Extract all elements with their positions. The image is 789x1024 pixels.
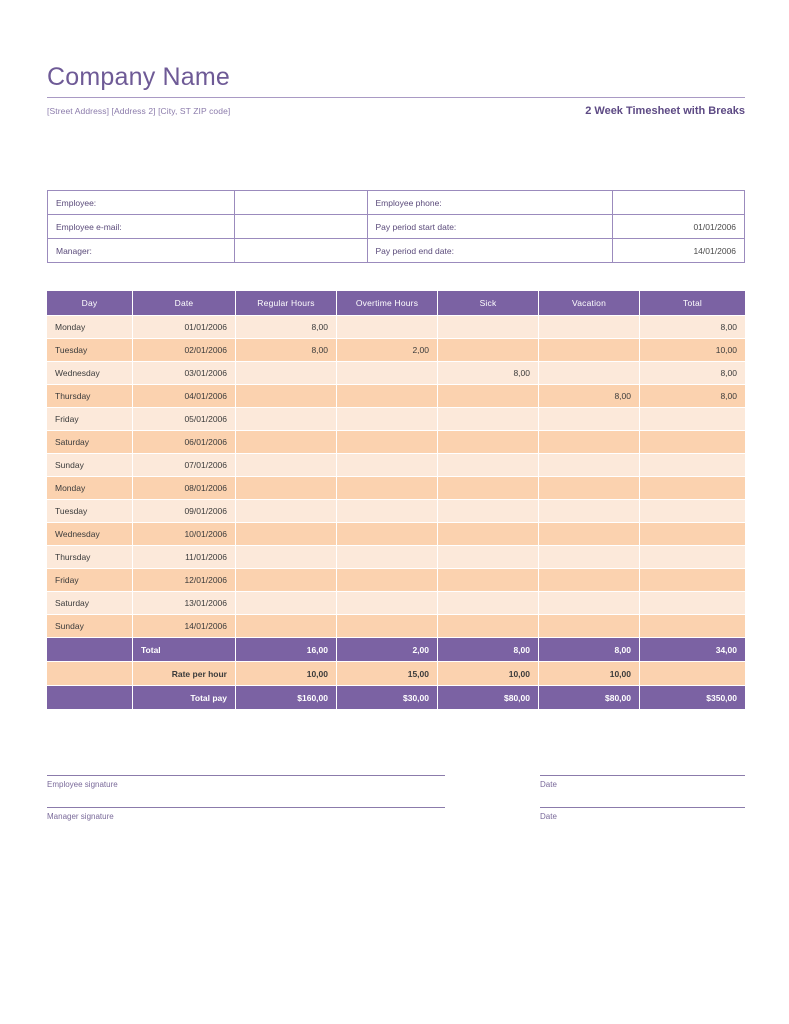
summary-total-pay-total: $350,00 <box>640 686 745 709</box>
cell-regular-hours[interactable] <box>236 500 337 522</box>
summary-total-total: 34,00 <box>640 638 745 661</box>
cell-regular-hours[interactable] <box>236 408 337 430</box>
cell-sick[interactable] <box>438 408 539 430</box>
cell-total[interactable]: 8,00 <box>640 362 745 384</box>
cell-overtime-hours[interactable] <box>337 500 438 522</box>
cell-day: Monday <box>47 316 133 338</box>
cell-overtime-hours[interactable] <box>337 615 438 637</box>
summary-rate-regular[interactable]: 10,00 <box>236 662 337 685</box>
summary-total-overtime: 2,00 <box>337 638 438 661</box>
cell-regular-hours[interactable] <box>236 477 337 499</box>
column-header-total: Total <box>640 291 745 315</box>
cell-day: Wednesday <box>47 523 133 545</box>
summary-total-pay-spacer <box>47 686 133 709</box>
employee-value[interactable] <box>235 191 368 215</box>
cell-date: 13/01/2006 <box>133 592 236 614</box>
manager-label: Manager: <box>48 239 235 263</box>
signature-section <box>47 775 745 821</box>
cell-day: Tuesday <box>47 500 133 522</box>
cell-vacation[interactable] <box>539 592 640 614</box>
cell-date: 04/01/2006 <box>133 385 236 407</box>
cell-regular-hours[interactable] <box>236 546 337 568</box>
summary-total-pay-overtime: $30,00 <box>337 686 438 709</box>
cell-regular-hours[interactable] <box>236 615 337 637</box>
cell-overtime-hours[interactable] <box>337 569 438 591</box>
cell-vacation[interactable] <box>539 569 640 591</box>
summary-row-total <box>47 638 745 661</box>
cell-vacation[interactable] <box>539 615 640 637</box>
document-title: 2 Week Timesheet with Breaks <box>585 105 745 117</box>
cell-sick[interactable] <box>438 500 539 522</box>
table-row <box>47 431 745 453</box>
cell-overtime-hours[interactable] <box>337 592 438 614</box>
cell-vacation[interactable]: 8,00 <box>539 385 640 407</box>
table-row <box>47 546 745 568</box>
cell-sick[interactable] <box>438 592 539 614</box>
cell-total[interactable]: 10,00 <box>640 339 745 361</box>
employee-date-label: Date <box>540 780 557 789</box>
cell-day: Tuesday <box>47 339 133 361</box>
summary-rate-spacer <box>47 662 133 685</box>
cell-regular-hours[interactable]: 8,00 <box>236 316 337 338</box>
cell-day: Wednesday <box>47 362 133 384</box>
cell-vacation[interactable] <box>539 454 640 476</box>
employee-info-box <box>47 190 745 263</box>
cell-day: Friday <box>47 569 133 591</box>
employee-phone-label: Employee phone: <box>367 191 612 215</box>
cell-date: 02/01/2006 <box>133 339 236 361</box>
cell-overtime-hours[interactable]: 2,00 <box>337 339 438 361</box>
cell-overtime-hours[interactable] <box>337 316 438 338</box>
table-row <box>47 569 745 591</box>
summary-rate-total <box>640 662 745 685</box>
cell-total[interactable] <box>640 615 745 637</box>
column-header-date: Date <box>133 291 236 315</box>
company-name: Company Name <box>47 63 231 91</box>
cell-date: 07/01/2006 <box>133 454 236 476</box>
column-header-vacation: Vacation <box>539 291 640 315</box>
column-header-day: Day <box>47 291 133 315</box>
cell-sick[interactable] <box>438 316 539 338</box>
summary-total-spacer <box>47 638 133 661</box>
cell-vacation[interactable] <box>539 431 640 453</box>
cell-overtime-hours[interactable] <box>337 523 438 545</box>
cell-overtime-hours[interactable] <box>337 546 438 568</box>
summary-total-label: Total <box>133 638 236 661</box>
cell-total[interactable] <box>640 569 745 591</box>
employee-date-line <box>540 775 745 776</box>
cell-total[interactable] <box>640 408 745 430</box>
cell-day: Saturday <box>47 431 133 453</box>
summary-total-pay-vacation: $80,00 <box>539 686 640 709</box>
manager-signature-line <box>47 807 445 808</box>
company-address: [Street Address] [Address 2] [City, ST ZIP code] <box>47 106 231 116</box>
cell-date: 01/01/2006 <box>133 316 236 338</box>
cell-sick[interactable] <box>438 523 539 545</box>
table-row <box>47 385 745 407</box>
manager-signature-block[interactable] <box>47 807 445 821</box>
employee-signature-label: Employee signature <box>47 780 118 789</box>
employee-phone-value[interactable] <box>612 191 745 215</box>
column-header-sick: Sick <box>438 291 539 315</box>
cell-vacation[interactable] <box>539 500 640 522</box>
cell-overtime-hours[interactable] <box>337 385 438 407</box>
cell-date: 11/01/2006 <box>133 546 236 568</box>
summary-rate-sick[interactable]: 10,00 <box>438 662 539 685</box>
cell-sick[interactable] <box>438 454 539 476</box>
table-row <box>47 362 745 384</box>
cell-sick[interactable] <box>438 615 539 637</box>
info-row-employee <box>48 191 745 215</box>
cell-regular-hours[interactable] <box>236 569 337 591</box>
manager-value[interactable] <box>235 239 368 263</box>
summary-rate-label: Rate per hour <box>133 662 236 685</box>
employee-signature-block[interactable] <box>47 775 445 789</box>
pay-period-start-value[interactable]: 01/01/2006 <box>612 215 745 239</box>
cell-sick[interactable] <box>438 546 539 568</box>
header-divider <box>47 97 745 98</box>
cell-total[interactable]: 8,00 <box>640 316 745 338</box>
employee-label: Employee: <box>48 191 235 215</box>
table-row <box>47 316 745 338</box>
employee-signature-line <box>47 775 445 776</box>
cell-total[interactable] <box>640 523 745 545</box>
cell-regular-hours[interactable] <box>236 592 337 614</box>
summary-total-vacation: 8,00 <box>539 638 640 661</box>
cell-sick[interactable]: 8,00 <box>438 362 539 384</box>
cell-regular-hours[interactable] <box>236 431 337 453</box>
cell-regular-hours[interactable] <box>236 523 337 545</box>
cell-sick[interactable] <box>438 569 539 591</box>
manager-date-line <box>540 807 745 808</box>
table-row <box>47 592 745 614</box>
cell-total[interactable] <box>640 431 745 453</box>
manager-date-label: Date <box>540 812 557 821</box>
column-header-overtime-hours: Overtime Hours <box>337 291 438 315</box>
table-row <box>47 500 745 522</box>
summary-total-pay-regular: $160,00 <box>236 686 337 709</box>
cell-sick[interactable] <box>438 339 539 361</box>
cell-date: 09/01/2006 <box>133 500 236 522</box>
cell-total[interactable] <box>640 454 745 476</box>
manager-signature-label: Manager signature <box>47 812 114 821</box>
signature-row-employee <box>47 775 745 789</box>
cell-vacation[interactable] <box>539 316 640 338</box>
summary-total-pay-label: Total pay <box>133 686 236 709</box>
cell-date: 06/01/2006 <box>133 431 236 453</box>
summary-row-total-pay <box>47 686 745 709</box>
cell-sick[interactable] <box>438 477 539 499</box>
signature-row-manager <box>47 807 745 821</box>
summary-rate-vacation[interactable]: 10,00 <box>539 662 640 685</box>
table-row <box>47 615 745 637</box>
document-header <box>47 62 745 117</box>
cell-vacation[interactable] <box>539 477 640 499</box>
cell-vacation[interactable] <box>539 408 640 430</box>
cell-vacation[interactable] <box>539 523 640 545</box>
timesheet-summary <box>47 638 745 709</box>
cell-total[interactable]: 8,00 <box>640 385 745 407</box>
cell-day: Thursday <box>47 546 133 568</box>
info-row-manager <box>48 239 745 263</box>
timesheet-body <box>47 316 745 637</box>
table-row <box>47 339 745 361</box>
employee-email-label: Employee e-mail: <box>48 215 235 239</box>
pay-period-start-label: Pay period start date: <box>367 215 612 239</box>
summary-total-regular: 16,00 <box>236 638 337 661</box>
cell-vacation[interactable] <box>539 339 640 361</box>
cell-date: 12/01/2006 <box>133 569 236 591</box>
summary-total-pay-sick: $80,00 <box>438 686 539 709</box>
cell-total[interactable] <box>640 500 745 522</box>
cell-overtime-hours[interactable] <box>337 454 438 476</box>
cell-day: Monday <box>47 477 133 499</box>
cell-overtime-hours[interactable] <box>337 431 438 453</box>
table-row <box>47 454 745 476</box>
cell-date: 03/01/2006 <box>133 362 236 384</box>
cell-overtime-hours[interactable] <box>337 408 438 430</box>
timesheet-header-row <box>47 291 745 315</box>
table-row <box>47 408 745 430</box>
cell-day: Sunday <box>47 454 133 476</box>
summary-total-sick: 8,00 <box>438 638 539 661</box>
column-header-regular-hours: Regular Hours <box>236 291 337 315</box>
cell-date: 05/01/2006 <box>133 408 236 430</box>
cell-regular-hours[interactable] <box>236 385 337 407</box>
cell-day: Thursday <box>47 385 133 407</box>
manager-date-block[interactable] <box>540 807 745 821</box>
cell-regular-hours[interactable] <box>236 454 337 476</box>
cell-overtime-hours[interactable] <box>337 362 438 384</box>
employee-email-value[interactable] <box>235 215 368 239</box>
info-row-email <box>48 215 745 239</box>
cell-day: Sunday <box>47 615 133 637</box>
cell-date: 14/01/2006 <box>133 615 236 637</box>
timesheet-table <box>47 290 745 710</box>
cell-date: 08/01/2006 <box>133 477 236 499</box>
cell-date: 10/01/2006 <box>133 523 236 545</box>
summary-rate-overtime[interactable]: 15,00 <box>337 662 438 685</box>
cell-regular-hours[interactable] <box>236 362 337 384</box>
table-row <box>47 477 745 499</box>
cell-vacation[interactable] <box>539 546 640 568</box>
cell-total[interactable] <box>640 477 745 499</box>
cell-day: Saturday <box>47 592 133 614</box>
cell-overtime-hours[interactable] <box>337 477 438 499</box>
pay-period-end-value[interactable]: 14/01/2006 <box>612 239 745 263</box>
cell-sick[interactable] <box>438 385 539 407</box>
employee-date-block[interactable] <box>540 775 745 789</box>
cell-vacation[interactable] <box>539 362 640 384</box>
cell-regular-hours[interactable]: 8,00 <box>236 339 337 361</box>
cell-total[interactable] <box>640 546 745 568</box>
summary-row-rate <box>47 662 745 685</box>
cell-day: Friday <box>47 408 133 430</box>
pay-period-end-label: Pay period end date: <box>367 239 612 263</box>
table-row <box>47 523 745 545</box>
cell-total[interactable] <box>640 592 745 614</box>
cell-sick[interactable] <box>438 431 539 453</box>
